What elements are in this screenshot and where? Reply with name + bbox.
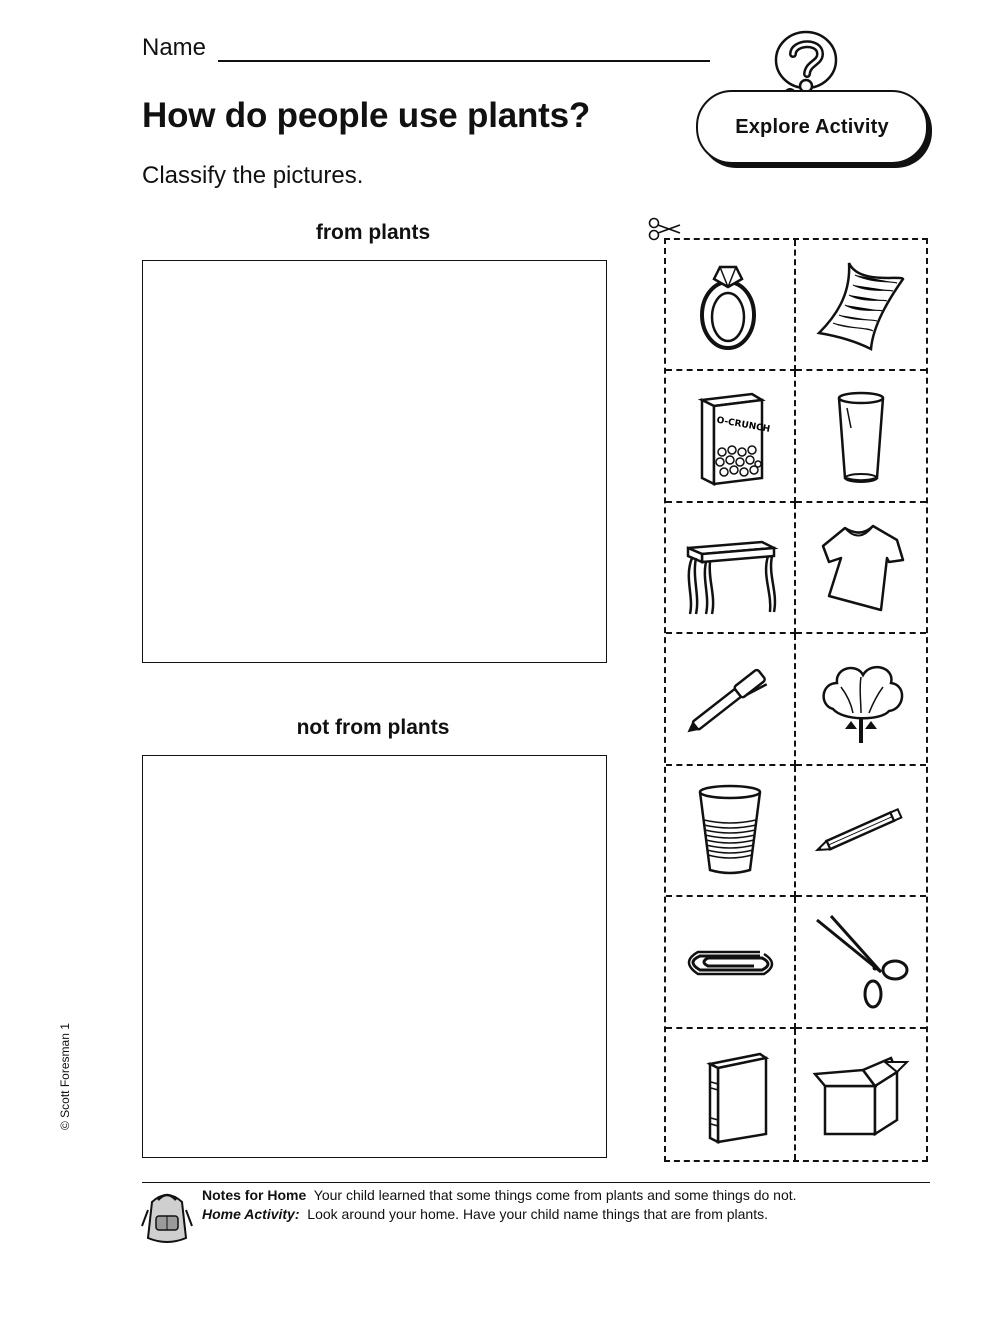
notes-line [202,1186,797,1205]
footer-divider [142,1182,930,1183]
cutout-scissors[interactable] [796,897,926,1028]
name-line[interactable] [218,60,710,62]
cutout-pictures-grid [664,238,928,1162]
box-icon [811,1044,911,1144]
cutout-glass[interactable] [796,371,926,502]
table-icon [680,518,780,618]
from-plants-label: from plants [315,221,431,244]
cutout-table[interactable] [666,503,796,634]
cutout-book[interactable] [666,1029,796,1160]
cutout-pen[interactable] [666,634,796,765]
cereal-box-icon [680,386,780,486]
book-icon [680,1044,780,1144]
cutout-ring[interactable] [666,240,796,371]
tshirt-icon [811,518,911,618]
backpack-icon [140,1186,194,1246]
cutout-cup[interactable] [666,766,796,897]
cereal-box-text: O-CRUNCH [715,415,771,435]
cup-icon [680,780,780,880]
cotton-icon [811,649,911,749]
instructions: Classify the pictures. [142,162,364,189]
home-activity-text: Look around your home. Have your child name things that are from plants. [307,1206,768,1222]
not-from-plants-label: not from plants [296,716,450,739]
cutout-pencil[interactable] [796,766,926,897]
cutout-box[interactable] [796,1029,926,1160]
explore-activity-badge [692,30,932,170]
cutout-cereal-box[interactable] [666,371,796,502]
notes-text: Your child learned that some things come from plants and some things do not. [313,1187,797,1203]
explore-activity-label: Explore Activity [696,90,928,164]
name-label: Name [142,34,207,61]
not-from-plants-drop-zone[interactable] [142,755,607,1158]
pen-icon [680,649,780,749]
home-activity-label: Home Activity: [202,1206,300,1222]
copyright-notice: © Scott Foresman 1 [58,1023,72,1130]
scissors-icon [811,912,911,1012]
notes-label: Notes for Home [202,1187,307,1203]
page-title: How do people use plants? [142,96,591,135]
from-plants-drop-zone[interactable] [142,260,607,663]
glass-icon [811,386,911,486]
paper-icon [811,255,911,355]
home-activity-line [202,1205,797,1224]
cutout-paper[interactable] [796,240,926,371]
cutout-cotton[interactable] [796,634,926,765]
notes-for-home [202,1186,797,1224]
paperclip-icon [680,912,780,1012]
cutout-tshirt[interactable] [796,503,926,634]
pencil-icon [811,780,911,880]
cutout-paperclip[interactable] [666,897,796,1028]
ring-icon [680,255,780,355]
